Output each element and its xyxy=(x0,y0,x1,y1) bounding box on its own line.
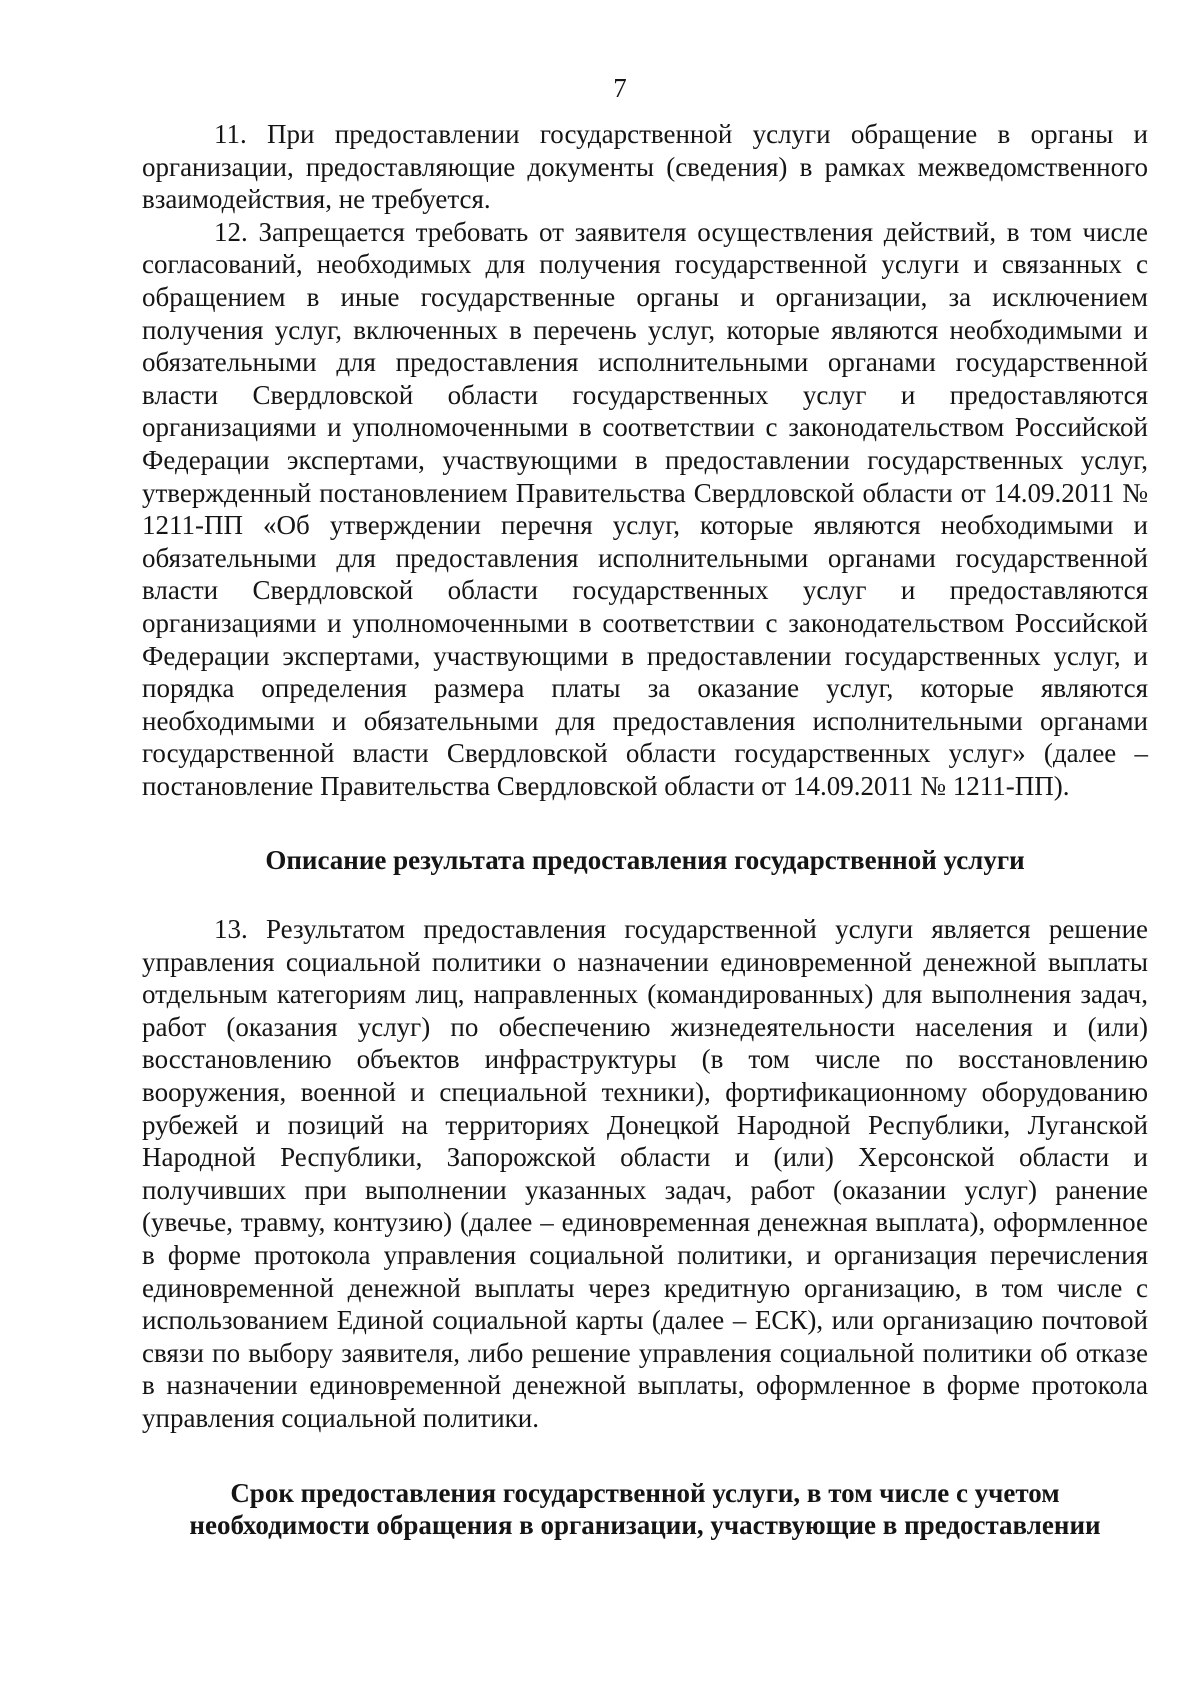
page-number: 7 xyxy=(613,73,627,103)
section-heading-term: Срок предоставления государственной услуги, в том числе с учетом необходимости обращения в организации, участвующие в предоставлении xyxy=(189,1477,1101,1541)
paragraph-12: 12. Запрещается требовать от заявителя осуществления действий, в том числе согласований, необходимых для получения государственной услуги и связанных с обращением в иные государственные органы и организации, за исключением получения услуг, включенных в перечень услуг, которые являются необходимыми и обязательными для предоставления исполнительными органами государственной власти Свердловской области государственных услуг и предоставляются организациями и уполномоченными в соответствии с законодательством Российской Федерации экспертами, участвующими в предоставлении государственных услуг, утвержденный постановлением Правительства Свердловской области от 14.09.2011 № 1211-ПП «Об утверждении перечня услуг, которые являются необходимыми и обязательными для предоставления исполнительными органами государственной власти Свердловской области государственных услуг и предоставляются организациями и уполномоченными в соответствии с законодательством Российской Федерации экспертами, участвующими в предоставлении государственных услуг, и порядка определения размера платы за оказание услуг, которые являются необходимыми и обязательными для предоставления исполнительными органами государственной власти Свердловской области государственных услуг» (далее – постановление Правительства Свердловской области от 14.09.2011 № 1211-ПП). xyxy=(142,216,1148,801)
paragraph-13: 13. Результатом предоставления государственной услуги является решение управления социальной политики о назначении единовременной денежной выплаты отдельным категориям лиц, направленных (командированных) для выполнения задач, работ (оказания услуг) по обеспечению жизнедеятельности населения и (или) восстановлению объектов инфраструктуры (в том числе по восстановлению вооружения, военной и специальной техники), фортификационному оборудованию рубежей и позиций на территориях Донецкой Народной Республики, Луганской Народной Республики, Запорожской области и (или) Херсонской области и получивших при выполнении указанных задач, работ (оказании услуг) ранение (увечье, травму, контузию) (далее – единовременная денежная выплата), оформленное в форме протокола управления социальной политики, и организация перечисления единовременной денежной выплаты через кредитную организацию, в том числе с использованием Единой социальной карты (далее – ЕСК), или организацию почтовой связи по выбору заявителя, либо решение управления социальной политики об отказе в назначении единовременной денежной выплаты, оформленное в форме протокола управления социальной политики. xyxy=(142,914,1148,1433)
paragraph-11: 11. При предоставлении государственной услуги обращение в органы и организации, предоставляющие документы (сведения) в рамках межведомственного взаимодействия, не требуется. xyxy=(142,119,1148,215)
section-heading-result: Описание результата предоставления государственной услуги xyxy=(265,845,1025,876)
document-body xyxy=(142,118,1148,1542)
